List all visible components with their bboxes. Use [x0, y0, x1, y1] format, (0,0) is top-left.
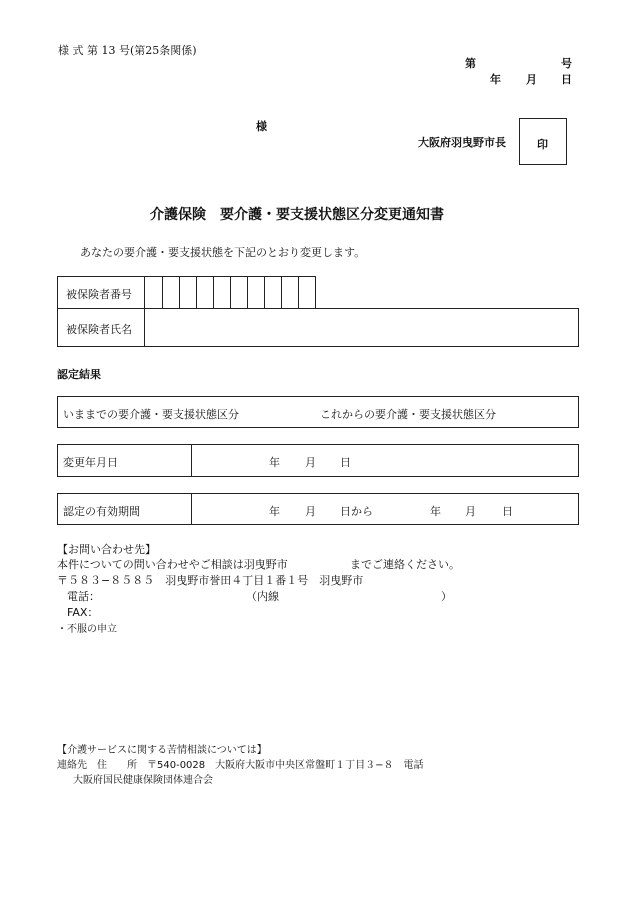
validity-period-label: 認定の有効期間 — [63, 505, 140, 518]
change-date-month: 月 — [305, 456, 316, 469]
valid-from-day: 日から — [340, 505, 373, 518]
issue-date-day: 日 — [561, 73, 572, 86]
inquiry-address: 〒５８３−８５８５ 羽曳野市誉田４丁目１番１号 羽曳野市 — [57, 574, 364, 587]
care-level-row — [57, 396, 579, 428]
valid-from-month: 月 — [305, 505, 316, 518]
insured-number-divider — [144, 277, 145, 308]
official-seal-label: 印 — [537, 138, 548, 151]
document-number-suffix: 号 — [561, 57, 572, 70]
complaint-heading: 【介護サービスに関する苦情相談については】 — [57, 745, 267, 756]
insured-number-digit-divider — [213, 277, 214, 308]
valid-to-month: 月 — [465, 505, 476, 518]
valid-to-year: 年 — [430, 505, 441, 518]
insured-number-digit-divider — [281, 277, 282, 308]
inquiry-extension-open: （内線 — [246, 590, 279, 603]
insured-number-digit-divider — [162, 277, 163, 308]
valid-to-day: 日 — [502, 505, 513, 518]
previous-care-level-label: いままでの要介護・要支援状態区分 — [63, 408, 239, 421]
inquiry-heading: 【お問い合わせ先】 — [57, 543, 156, 556]
insured-name-label: 被保険者氏名 — [66, 323, 132, 336]
validity-period-row — [57, 493, 579, 525]
official-seal-box — [519, 118, 567, 165]
objection-heading: ・不服の申立 — [57, 624, 117, 635]
form-number: 様 式 第 13 号(第25条関係) — [58, 44, 197, 57]
document-title: 介護保険 要介護・要支援状態区分変更通知書 — [150, 207, 444, 223]
complaint-contact-line: 連絡先 住 所 〒540-0028 大阪府大阪市中央区常盤町１丁目３−８ 電話 — [57, 760, 424, 771]
insured-number-digit-divider — [230, 277, 231, 308]
insured-number-digit-divider — [264, 277, 265, 308]
inquiry-fax-label: FAX： — [67, 606, 99, 619]
issuer-name: 大阪府羽曳野市長 — [418, 136, 506, 149]
change-date-label: 変更年月日 — [63, 456, 118, 469]
new-care-level-label: これからの要介護・要支援状態区分 — [320, 408, 496, 421]
insured-number-row — [57, 276, 316, 309]
inquiry-text-start: 本件についての問い合わせやご相談は羽曳野市 — [57, 558, 288, 571]
change-date-divider — [191, 445, 192, 476]
insured-number-digit-divider — [179, 277, 180, 308]
complaint-organization: 大阪府国民健康保険団体連合会 — [73, 775, 213, 786]
change-date-row — [57, 444, 579, 477]
insured-number-digit-divider — [247, 277, 248, 308]
issue-date-year: 年 — [490, 73, 501, 86]
result-heading: 認定結果 — [57, 368, 101, 381]
inquiry-text-end: までご連絡ください。 — [350, 558, 460, 571]
document-number-prefix: 第 — [465, 57, 476, 70]
insured-number-digit-divider — [298, 277, 299, 308]
insured-number-digit-divider — [196, 277, 197, 308]
addressee-honorific: 様 — [256, 120, 267, 133]
inquiry-phone-label: 電話： — [67, 590, 100, 603]
insured-name-row — [57, 308, 579, 347]
issue-date-month: 月 — [526, 73, 537, 86]
change-date-year: 年 — [269, 456, 280, 469]
insured-name-divider — [144, 309, 145, 346]
inquiry-extension-close: ） — [441, 590, 452, 603]
valid-from-year: 年 — [269, 505, 280, 518]
insured-number-label: 被保険者番号 — [66, 288, 132, 301]
validity-period-divider — [191, 494, 192, 524]
intro-text: あなたの要介護・要支援状態を下記のとおり変更します。 — [80, 246, 366, 259]
change-date-day: 日 — [340, 456, 351, 469]
